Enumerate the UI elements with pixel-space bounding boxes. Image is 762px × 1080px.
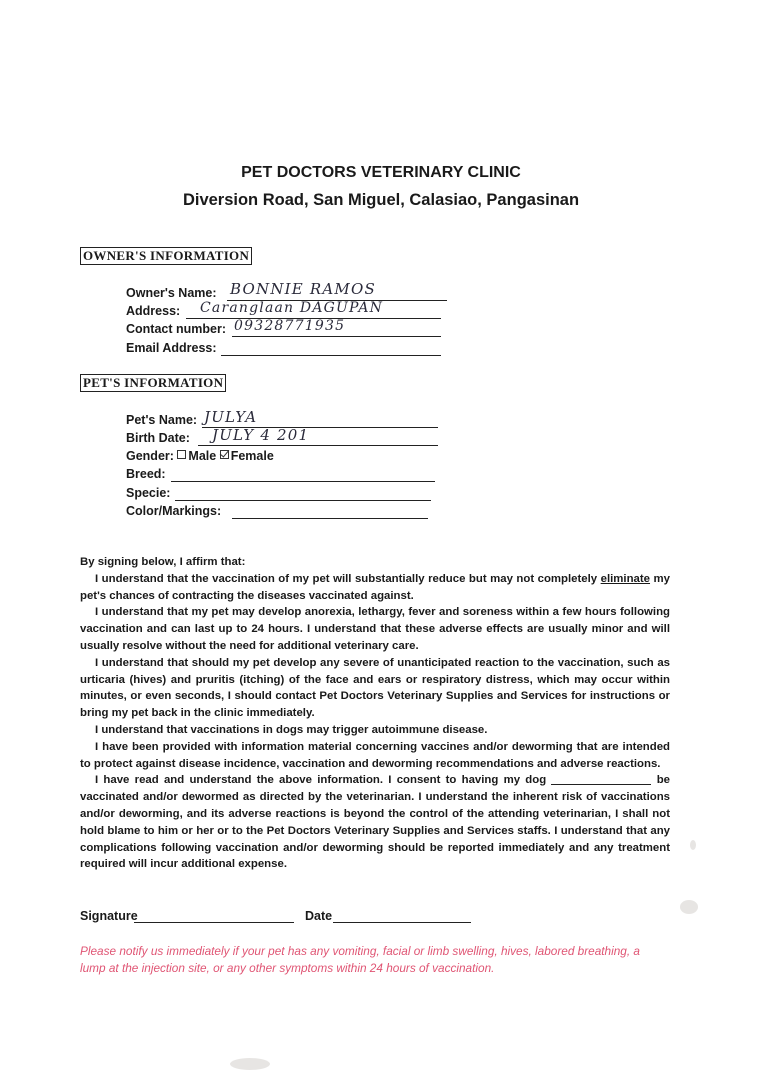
- scan-smudge: [680, 900, 698, 914]
- female-label: Female: [230, 449, 274, 463]
- clinic-name: PET DOCTORS VETERINARY CLINIC: [241, 164, 521, 181]
- consent-text: [80, 554, 670, 873]
- consent-p6-b: be vaccinated and/or dewormed as directed by the veterinarian. I understand the inherent risk of vaccinations and/or deworming, and its adverse reactions is beyond the control of the attending veterinarian, I shall not hold blame to him or her or to the Pet Doctors Veterinary Supplies and Services staffs. I understand that any complications following vaccination and/or deworming should be reported immediately and any treatment required will incur additional expense.: [80, 774, 671, 871]
- consent-p1-underlined: eliminate: [600, 572, 651, 585]
- pet-name-value[interactable]: JULYA: [204, 408, 258, 426]
- consent-p1-b: my pet's chances of contracting the diseases vaccinated against.: [80, 572, 670, 602]
- gender-row: [126, 449, 274, 463]
- birth-date-label: Birth Date:: [126, 431, 190, 445]
- vaccination-warning-note: Please notify us immediately if your pet has any vomiting, facial or limb swelling, hives, labored breathing, a lump at the injection site, or any other symptoms within 24 hours of vaccination.: [80, 944, 640, 975]
- consent-p1: [80, 571, 670, 605]
- address-label: Address:: [126, 304, 181, 318]
- pet-section-title: PET'S INFORMATION: [80, 374, 226, 392]
- breed-field[interactable]: [171, 481, 435, 482]
- birth-date-value[interactable]: JULY 4 201: [212, 426, 310, 444]
- contact-value[interactable]: 09328771935: [234, 318, 346, 334]
- date-field[interactable]: [333, 922, 471, 923]
- consent-p5: I have been provided with information material concerning vaccines and/or deworming that are intended to protect against disease incidence, vaccination and deworming recommendations and adverse reactions.: [80, 740, 670, 770]
- color-label: Color/Markings:: [126, 504, 222, 518]
- consent-p2: I understand that my pet may develop anorexia, lethargy, fever and soreness within a few hours following vaccination and can last up to 24 hours. I understand that these adverse effects are usually minor and will usually resolve without the need for additional veterinary care.: [80, 606, 670, 652]
- gender-label: Gender:: [126, 449, 174, 463]
- consent-p4: I understand that vaccinations in dogs may trigger autoimmune disease.: [95, 723, 488, 736]
- signature-label: Signature: [80, 909, 138, 923]
- consent-p1-a: I understand that the vaccination of my pet will substantially reduce but may not completely: [95, 572, 598, 585]
- color-field[interactable]: [232, 518, 428, 519]
- signature-field[interactable]: [134, 922, 294, 923]
- owner-name-label: Owner's Name:: [126, 286, 217, 300]
- owner-section-title: OWNER'S INFORMATION: [80, 247, 252, 265]
- contact-label: Contact number:: [126, 322, 226, 336]
- clinic-address: Diversion Road, San Miguel, Calasiao, Pangasinan: [182, 191, 580, 209]
- contact-line[interactable]: [232, 336, 441, 337]
- consent-intro: By signing below, I affirm that:: [80, 556, 246, 568]
- consent-p6-a: I have read and understand the above information. I consent to having my dog: [95, 774, 547, 787]
- breed-label: Breed:: [126, 467, 166, 481]
- consent-p6: [80, 772, 670, 873]
- specie-label: Specie:: [126, 486, 171, 500]
- pet-name-label: Pet's Name:: [126, 413, 198, 427]
- email-label: Email Address:: [126, 341, 217, 355]
- dog-name-blank[interactable]: [551, 784, 651, 785]
- email-field[interactable]: [221, 355, 441, 356]
- female-checkbox[interactable]: [220, 450, 229, 459]
- birth-date-line[interactable]: [198, 445, 438, 446]
- specie-field[interactable]: [175, 500, 431, 501]
- male-label: Male: [188, 449, 217, 463]
- owner-name-value[interactable]: BONNIE RAMOS: [230, 280, 376, 298]
- male-checkbox[interactable]: [177, 450, 186, 459]
- address-value[interactable]: Caranglaan DAGUPAN: [200, 300, 384, 316]
- date-label: Date: [305, 909, 333, 923]
- scan-smudge: [230, 1058, 270, 1070]
- scan-smudge: [690, 840, 696, 850]
- consent-p3: I understand that should my pet develop any severe of unanticipated reaction to the vaccination, such as urticaria (hives) and pruritis (itching) of the face and ears or respiratory distress, which may occur within minutes, or even seconds, I should contact Pet Doctors Veterinary Supplies and Services for instructions or bring my pet back in the clinic immediately.: [80, 656, 670, 720]
